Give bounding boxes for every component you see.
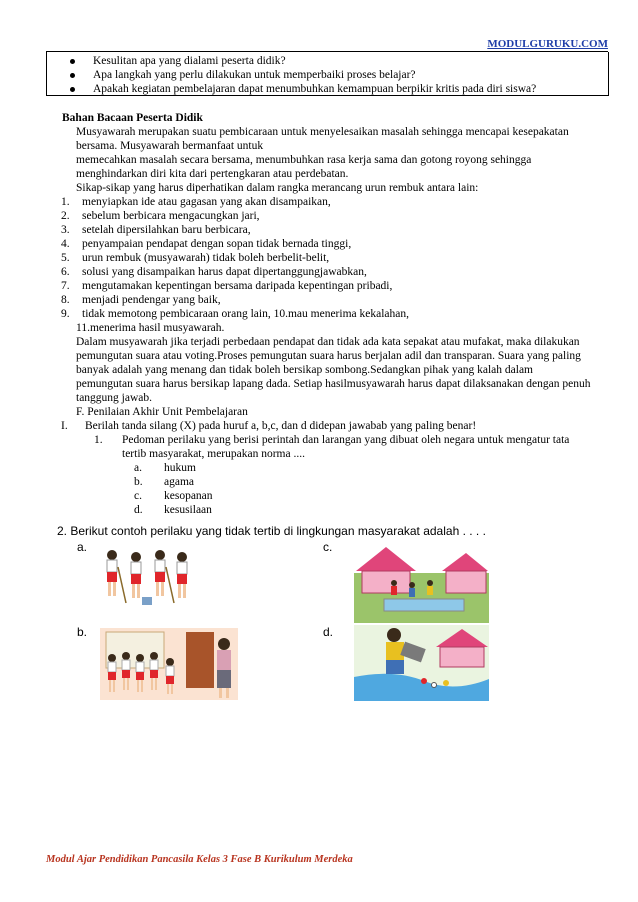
section-heading: F. Penilaian Akhir Unit Pembelajaran [76, 406, 248, 418]
child-figure [155, 550, 165, 596]
drainage-ditch [384, 599, 464, 611]
reading-title: Bahan Bacaan Peserta Didik [62, 112, 203, 124]
trash-item [443, 680, 449, 686]
option-letter[interactable]: d. [134, 504, 143, 516]
list-item: setelah dipersilahkan baru berbicara, [82, 224, 251, 236]
question-text: tertib masyarakat, merupakan norma .... [122, 448, 305, 460]
option-letter[interactable]: c. [134, 490, 142, 502]
illustration-neighborhood[interactable] [354, 543, 489, 623]
illustration-littering-river[interactable] [354, 625, 489, 701]
child-figure [177, 552, 187, 598]
option-label-d[interactable]: d. [323, 625, 334, 639]
person-figure [386, 660, 404, 674]
bullet-icon [70, 73, 75, 78]
person-figure [391, 586, 397, 595]
person-figure [427, 586, 433, 595]
option-letter[interactable]: b. [134, 476, 143, 488]
list-item: mengutamakan kepentingan bersama daripada kepentingan pribadi, [82, 280, 393, 292]
list-number: 6. [61, 266, 70, 278]
site-link[interactable]: MODULGURUKU.COM [487, 38, 608, 50]
list-number: 3. [61, 224, 70, 236]
paragraph-line: Musyawarah merupakan suatu pembicaraan untuk menyelesaikan masalah sehingga mencapai kesepakatan [76, 126, 569, 138]
person-figure [386, 642, 404, 660]
option-label-b[interactable]: b. [77, 625, 88, 639]
paragraph-line: pemungutan suara harus bersikap lapang dada. Setiap hasilmusyawarah harus dapat dilaksanakan dengan penuh [76, 378, 591, 390]
option-letter[interactable]: a. [134, 462, 142, 474]
person-figure [387, 628, 401, 642]
illustration-children-sweeping[interactable] [98, 545, 198, 607]
trash-item [421, 678, 427, 684]
house-roof [356, 547, 416, 571]
option-text: hukum [164, 462, 196, 474]
option-text: kesopanan [164, 490, 213, 502]
question-2-text: 2. Berikut contoh perilaku yang tidak tertib di lingkungan masyarakat adalah . . . . [57, 524, 486, 538]
broom-icon [166, 567, 174, 603]
person-figure [409, 588, 415, 597]
paragraph-line: Dalam musyawarah jika terjadi perbedaan pendapat dan tidak ada kata sepakat atau mufakat, maka dilakukan [76, 336, 580, 348]
option-text: kesusilaan [164, 504, 212, 516]
section-number: I. [61, 420, 68, 432]
door [186, 632, 214, 688]
question-number: 1. [94, 434, 103, 446]
paragraph-line: pemungutan suara atau voting.Proses pemungutan suara harus berjalan adil dan transparan. Suara yang paling [76, 350, 581, 362]
footer-text: Modul Ajar Pendidikan Pancasila Kelas 3 Fase B Kurikulum Merdeka [46, 854, 353, 865]
house-roof [442, 553, 488, 571]
dustpan-icon [142, 597, 152, 605]
illustration-students-line[interactable] [100, 628, 238, 700]
house-wall [446, 571, 486, 593]
list-item: solusi yang disampaikan harus dapat dipertanggungjawabkan, [82, 266, 367, 278]
instruction-text: Berilah tanda silang (X) pada huruf a, b,c, dan d didepan jawabab yang paling benar! [85, 420, 477, 432]
list-number: 4. [61, 238, 70, 250]
house-wall [440, 647, 484, 667]
bullet-icon [70, 59, 75, 64]
bullet-icon [70, 87, 75, 92]
option-label-c[interactable]: c. [323, 540, 333, 554]
list-item: urun rembuk (musyawarah) tidak boleh berbelit-belit, [82, 252, 330, 264]
reflection-box: Kesulitan apa yang dialami peserta didik? Apa langkah yang perlu dilakukan untuk memperbaiki proses belajar? Apakah kegiatan pembelajaran dapat menumbuhkan kemampuan berpikir kritis pada diri siswa? [46, 52, 609, 96]
person-figure [427, 580, 433, 586]
list-item: menyiapkan ide atau gagasan yang akan disampaikan, [82, 196, 331, 208]
option-label-a[interactable]: a. [77, 540, 88, 554]
list-item: sebelum berbicara mengacungkan jari, [82, 210, 260, 222]
list-item: 11.menerima hasil musyawarah. [76, 322, 225, 334]
house-wall [362, 571, 410, 593]
person-figure [409, 582, 415, 588]
paragraph-line: Sikap-sikap yang harus diperhatikan dalam rangka merancang urun rembuk antara lain: [76, 182, 479, 194]
child-figure [107, 550, 117, 596]
list-number: 2. [61, 210, 70, 222]
paragraph-line: banyak adalah yang menang dan tidak boleh bersikap sombong.Sedangkan pihak yang kalah dalam [76, 364, 533, 376]
broom-icon [118, 567, 126, 603]
list-number: 8. [61, 294, 70, 306]
list-item: tidak memotong pembicaraan orang lain, 10.mau menerima kekalahan, [82, 308, 409, 320]
trash-item [432, 683, 437, 688]
list-number: 7. [61, 280, 70, 292]
list-number: 1. [61, 196, 70, 208]
paragraph-line: bersama. Musyawarah bermanfaat untuk [76, 140, 264, 152]
paragraph-line: tanggung jawab. [76, 392, 153, 404]
question-text: Pedoman perilaku yang berisi perintah dan larangan yang dibuat oleh negara untuk mengatur tata [122, 434, 570, 446]
paragraph-line: menghindarkan diri kita dari pertengkaran atau perdebatan. [76, 168, 349, 180]
list-item: menjadi pendengar yang baik, [82, 294, 221, 306]
paragraph-line: memecahkan masalah secara bersama, menumbuhkan rasa kerja sama dan gotong royong sehingga [76, 154, 532, 166]
option-text: agama [164, 476, 195, 488]
list-item: penyampaian pendapat dengan sopan tidak bernada tinggi, [82, 238, 352, 250]
person-figure [391, 580, 397, 586]
list-number: 9. [61, 308, 70, 320]
child-figure [131, 552, 141, 598]
list-number: 5. [61, 252, 70, 264]
